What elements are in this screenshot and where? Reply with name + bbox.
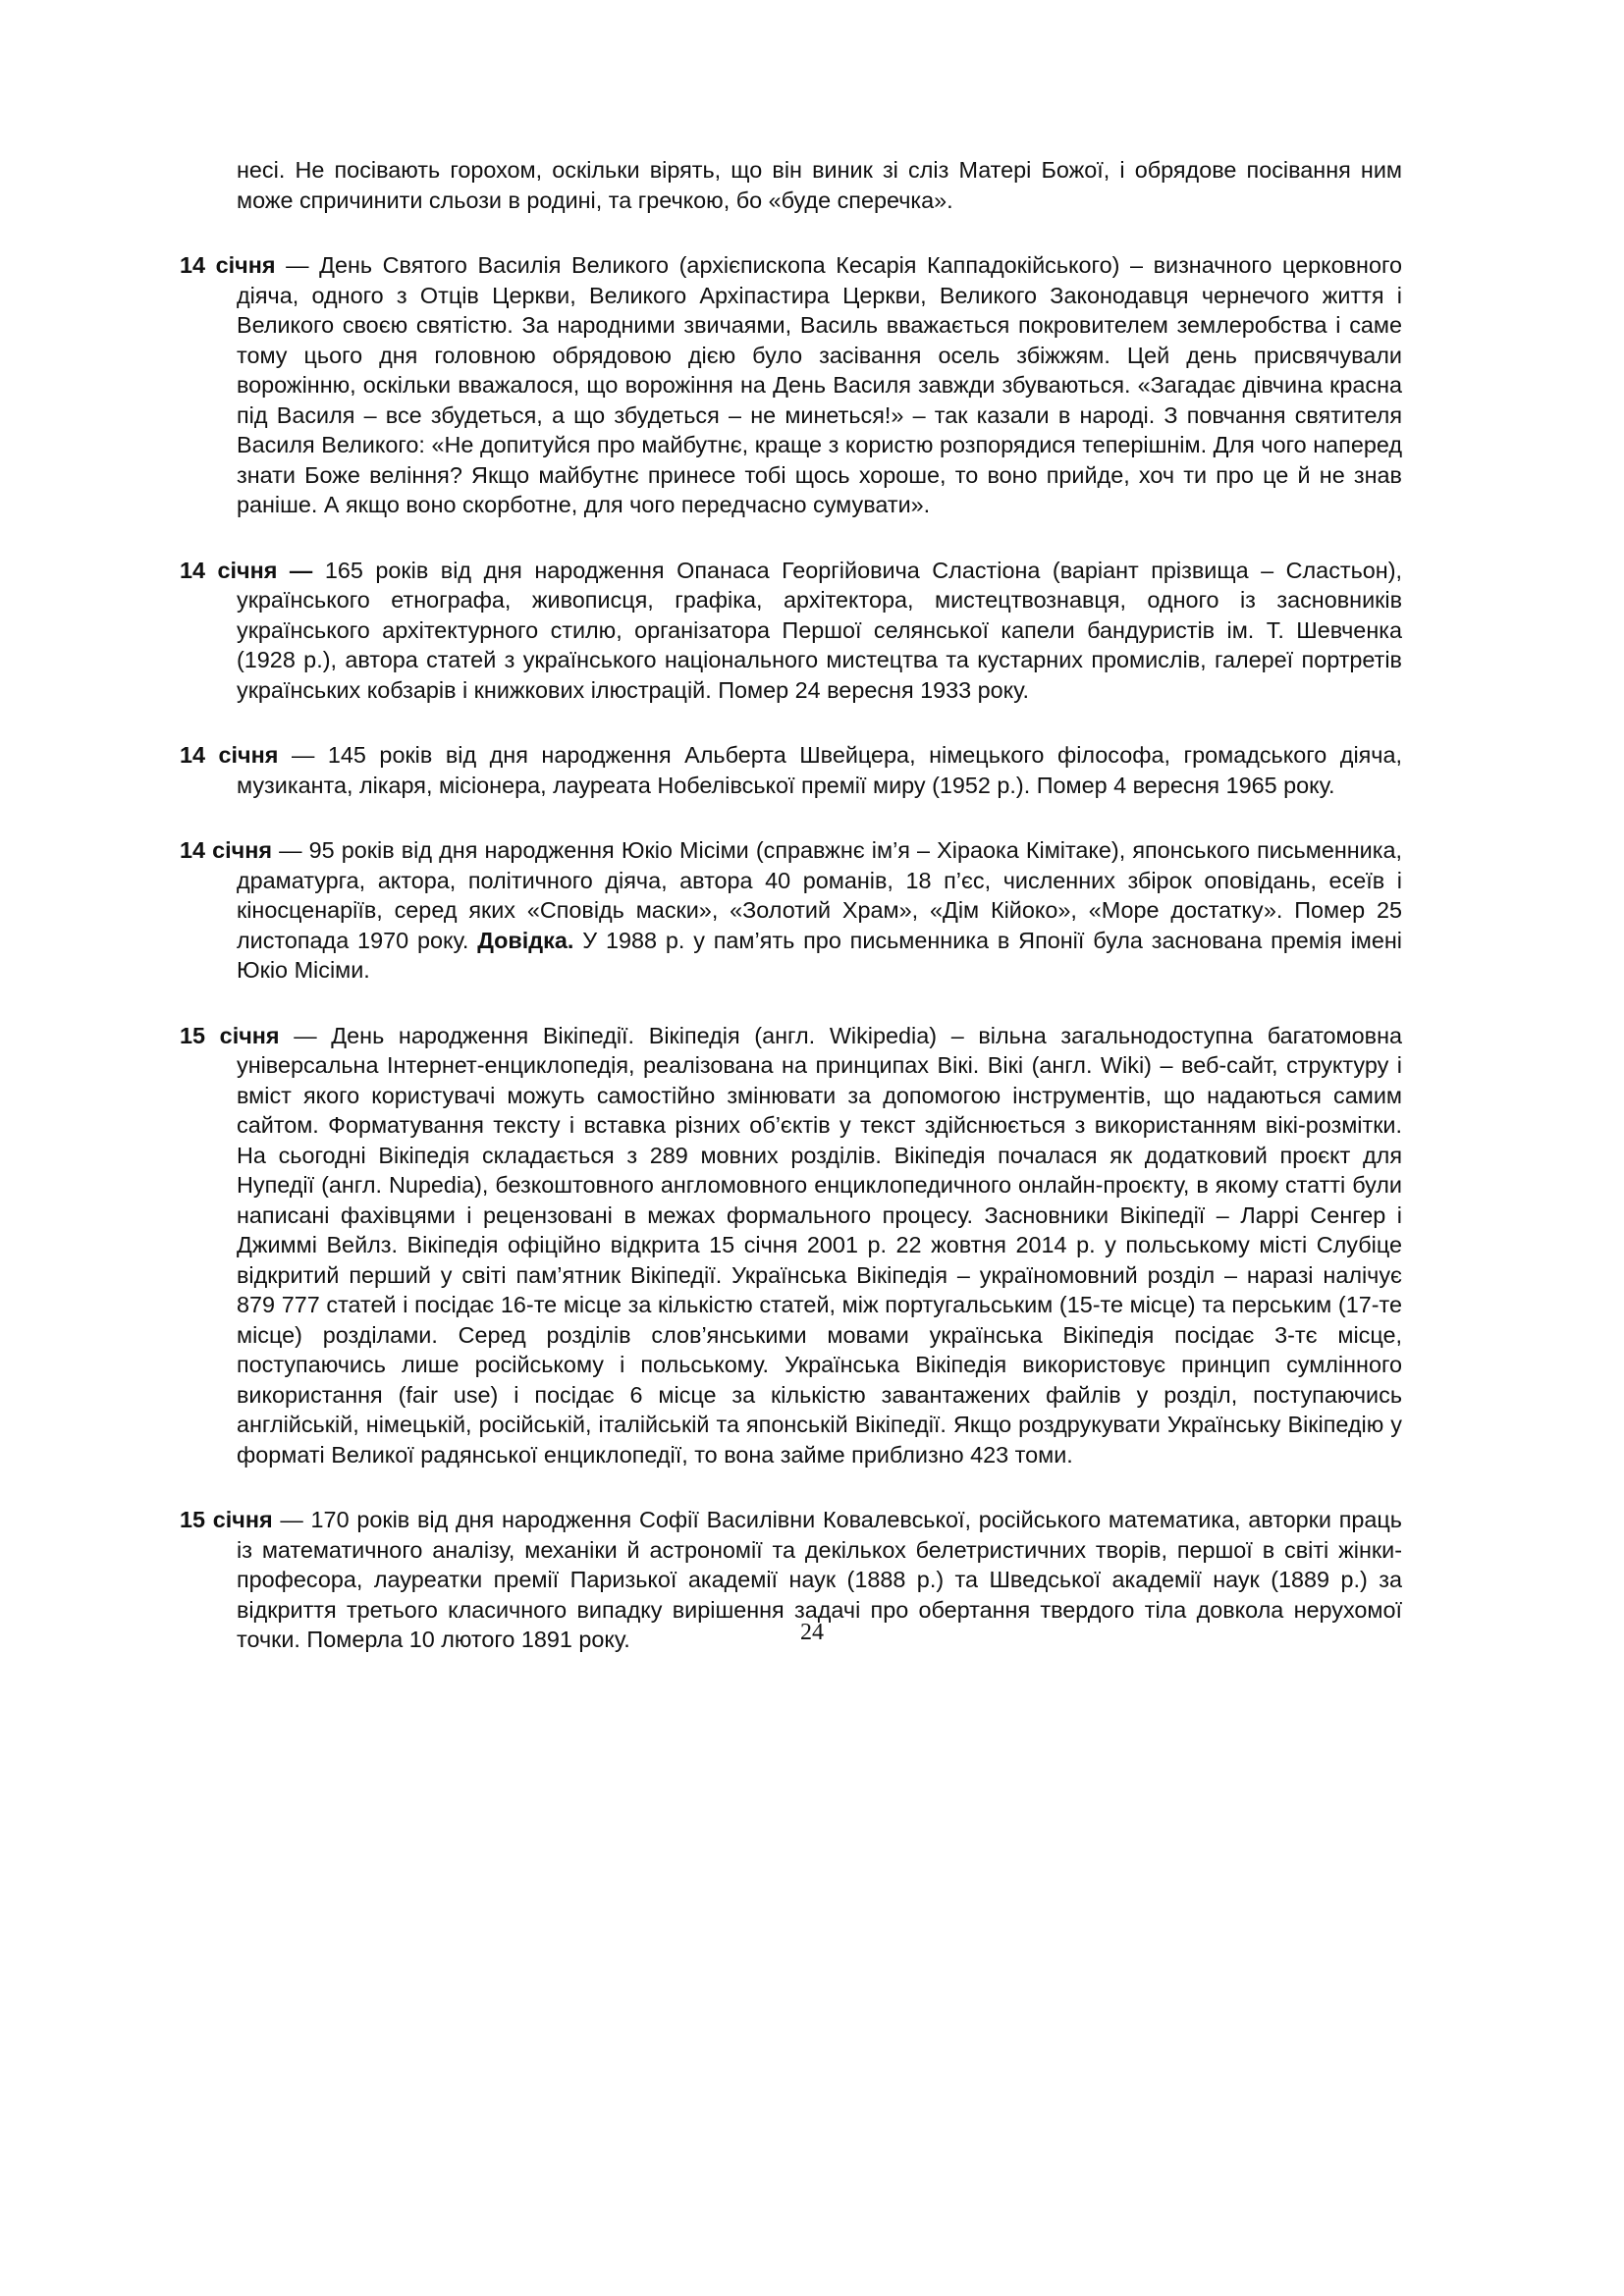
calendar-entry-wikipedia [180,1021,1402,1470]
note-text: У 1988 р. у пам’ять про письменника в Японії була заснована премія імені Юкіо Місіми. [237,927,1402,983]
entry-text: 95 років від дня народження Юкіо Місіми (справжнє ім’я – Хіраока Кімітаке), японського письменника, драматурга, актора, політичного діяча, автора 40 романів, 18 п’єс, численних збірок оповідань, есеїв і кіносценаріїв, серед яких «Сповідь маски», «Золотий Храм», «Дім Кійоко», «Море достатку». Помер 25 листопада 1970 року. [237,837,1402,953]
entry-text: 145 років від дня народження Альберта Швейцера, німецького філософа, громадського діяча, музиканта, лікаря, місіонера, лауреата Нобелівської премії миру (1952 р.). Помер 4 вересня 1965 року. [237,742,1402,798]
entry-date: 15 січня [180,1507,273,1532]
entry-dash: — [272,1507,311,1532]
entry-text: День народження Вікіпедії. Вікіпедія (англ. Wikipedia) – вільна загальнодоступна багатомовна універсальна Інтернет-енциклопедія, реалізована на принципах Вікі. Вікі (англ. Wiki) – веб-сайт, структуру і вміст якого користувачі можуть самостійно змінювати за допомогою інструментів, що надаються самим сайтом. Форматування тексту і вставка різних об’єктів у текст здійснюється з використанням вікі-розмітки. На сьогодні Вікіпедія складається з 289 мовних розділів. Вікіпедія почалася як додатковий проєкт для Нупедії (англ. Nupedia), безкоштовного англомовного енциклопедичного онлайн-проєкту, в якому статті були написані фахівцями і рецензовані в межах формального процесу. Засновники Вікіпедії – Ларрі Сенгер і Джиммі Вейлз. Вікіпедія офіційно відкрита 15 січня 2001 р. 22 жовтня 2014 р. у польському місті Слубіце відкритий перший у світі пам’ятник Вікіпедії. Українська Вікіпедія – україномовний розділ – наразі налічує 879 777 статей і посідає 16-те місце за кількістю статей, між португальським (15-те місце) та перським (17-те місце) розділами. Серед розділів слов’янськими мовами українська Вікіпедія посідає 3-тє місце, поступаючись лише російському і польському. Українська Вікіпедія використовує принцип сумлінного використання (fair use) і посідає 6 місце за кількістю завантажених файлів у розділ, поступаючись англійській, німецькій, російській, італійській та японській Вікіпедії. Якщо роздрукувати Українську Вікіпедію у форматі Великої радянської енциклопедії, то вона займе приблизно 423 томи. [237,1022,1403,1468]
entry-date: 14 січня [180,742,279,768]
entry-date: 15 січня [180,1022,280,1048]
entry-text: День Святого Василія Великого (архієпископа Кесарія Каппадокійського) – визначного церковного діяча, одного з Отців Церкви, Великого Архіпастира Церкви, Великого Законодавця чернечого життя і Великого своєю святістю. За народними звичаями, Василь вважається покровителем землеробства і саме тому цього дня головною обрядовою дією було засівання осель збіжжям. Цей день присвячували ворожінню, оскільки вважалося, що ворожіння на День Василя завжди збуваються. «Загадає дівчина красна під Василя – все збудеться, а що збудеться – не минеться!» – так казали в народі. З повчання святителя Василя Великого: «Не допитуйся про майбутнє, краще з користю розпорядися теперішнім. Для чого наперед знати Боже веління? Якщо майбутнє принесе тобі щось хороше, то воно прийде, хоч ти про це й не знав раніше. А якщо воно скорботне, для чого передчасно сумувати». [237,252,1402,517]
entry-dash: — [275,252,320,278]
entry-dash: — [278,742,328,768]
calendar-entry-schweitzer [180,740,1402,800]
entry-date: 14 січня [180,252,276,278]
calendar-entry-mishima [180,835,1402,986]
entry-dash: — [279,1022,332,1048]
lead-paragraph: несі. Не посівають горохом, оскільки вірять, що він виник зі сліз Матері Божої, і обрядове посівання ним може спричинити сльози в родині, та гречкою, бо «буде сперечка». [237,157,1402,213]
calendar-entry-vasyl-day [180,250,1402,520]
entry-date: 14 січня — [180,557,313,583]
note-label: Довідка. [477,927,574,953]
entry-dash: — [272,837,309,863]
entry-date: 14 січня [180,837,272,863]
entry-dash [312,558,325,583]
entry-text: 170 років від дня народження Софії Василівни Ковалевської, російського математика, авторки праць із математичного аналізу, механіки й астрономії та декількох белетристичних творів, першої в світі жінки-професора, лауреатки премії Паризької академії наук (1888 р.) та Шведської академії наук (1889 р.) за відкриття третього класичного випадку вирішення задачі про обертання твердого тіла довкола нерухомої точки. Померла 10 лютого 1891 року. [237,1507,1402,1652]
entry-text: 165 років від дня народження Опанаса Георгійовича Сластіона (варіант прізвища – Сластьон), українського етнографа, живописця, графіка, архітектора, мистецтвознавця, одного із засновників українського архітектурного стилю, організатора Першої селянської капели бандуристів ім. Т. Шевченка (1928 р.), автора статей з українського національного мистецтва та кустарних промислів, галереї портретів українських кобзарів і книжкових ілюстрацій. Помер 24 вересня 1933 року. [237,557,1402,703]
calendar-entry-slastion [180,556,1402,706]
page-number: 24 [800,1620,824,1645]
page-content [180,155,1402,1655]
